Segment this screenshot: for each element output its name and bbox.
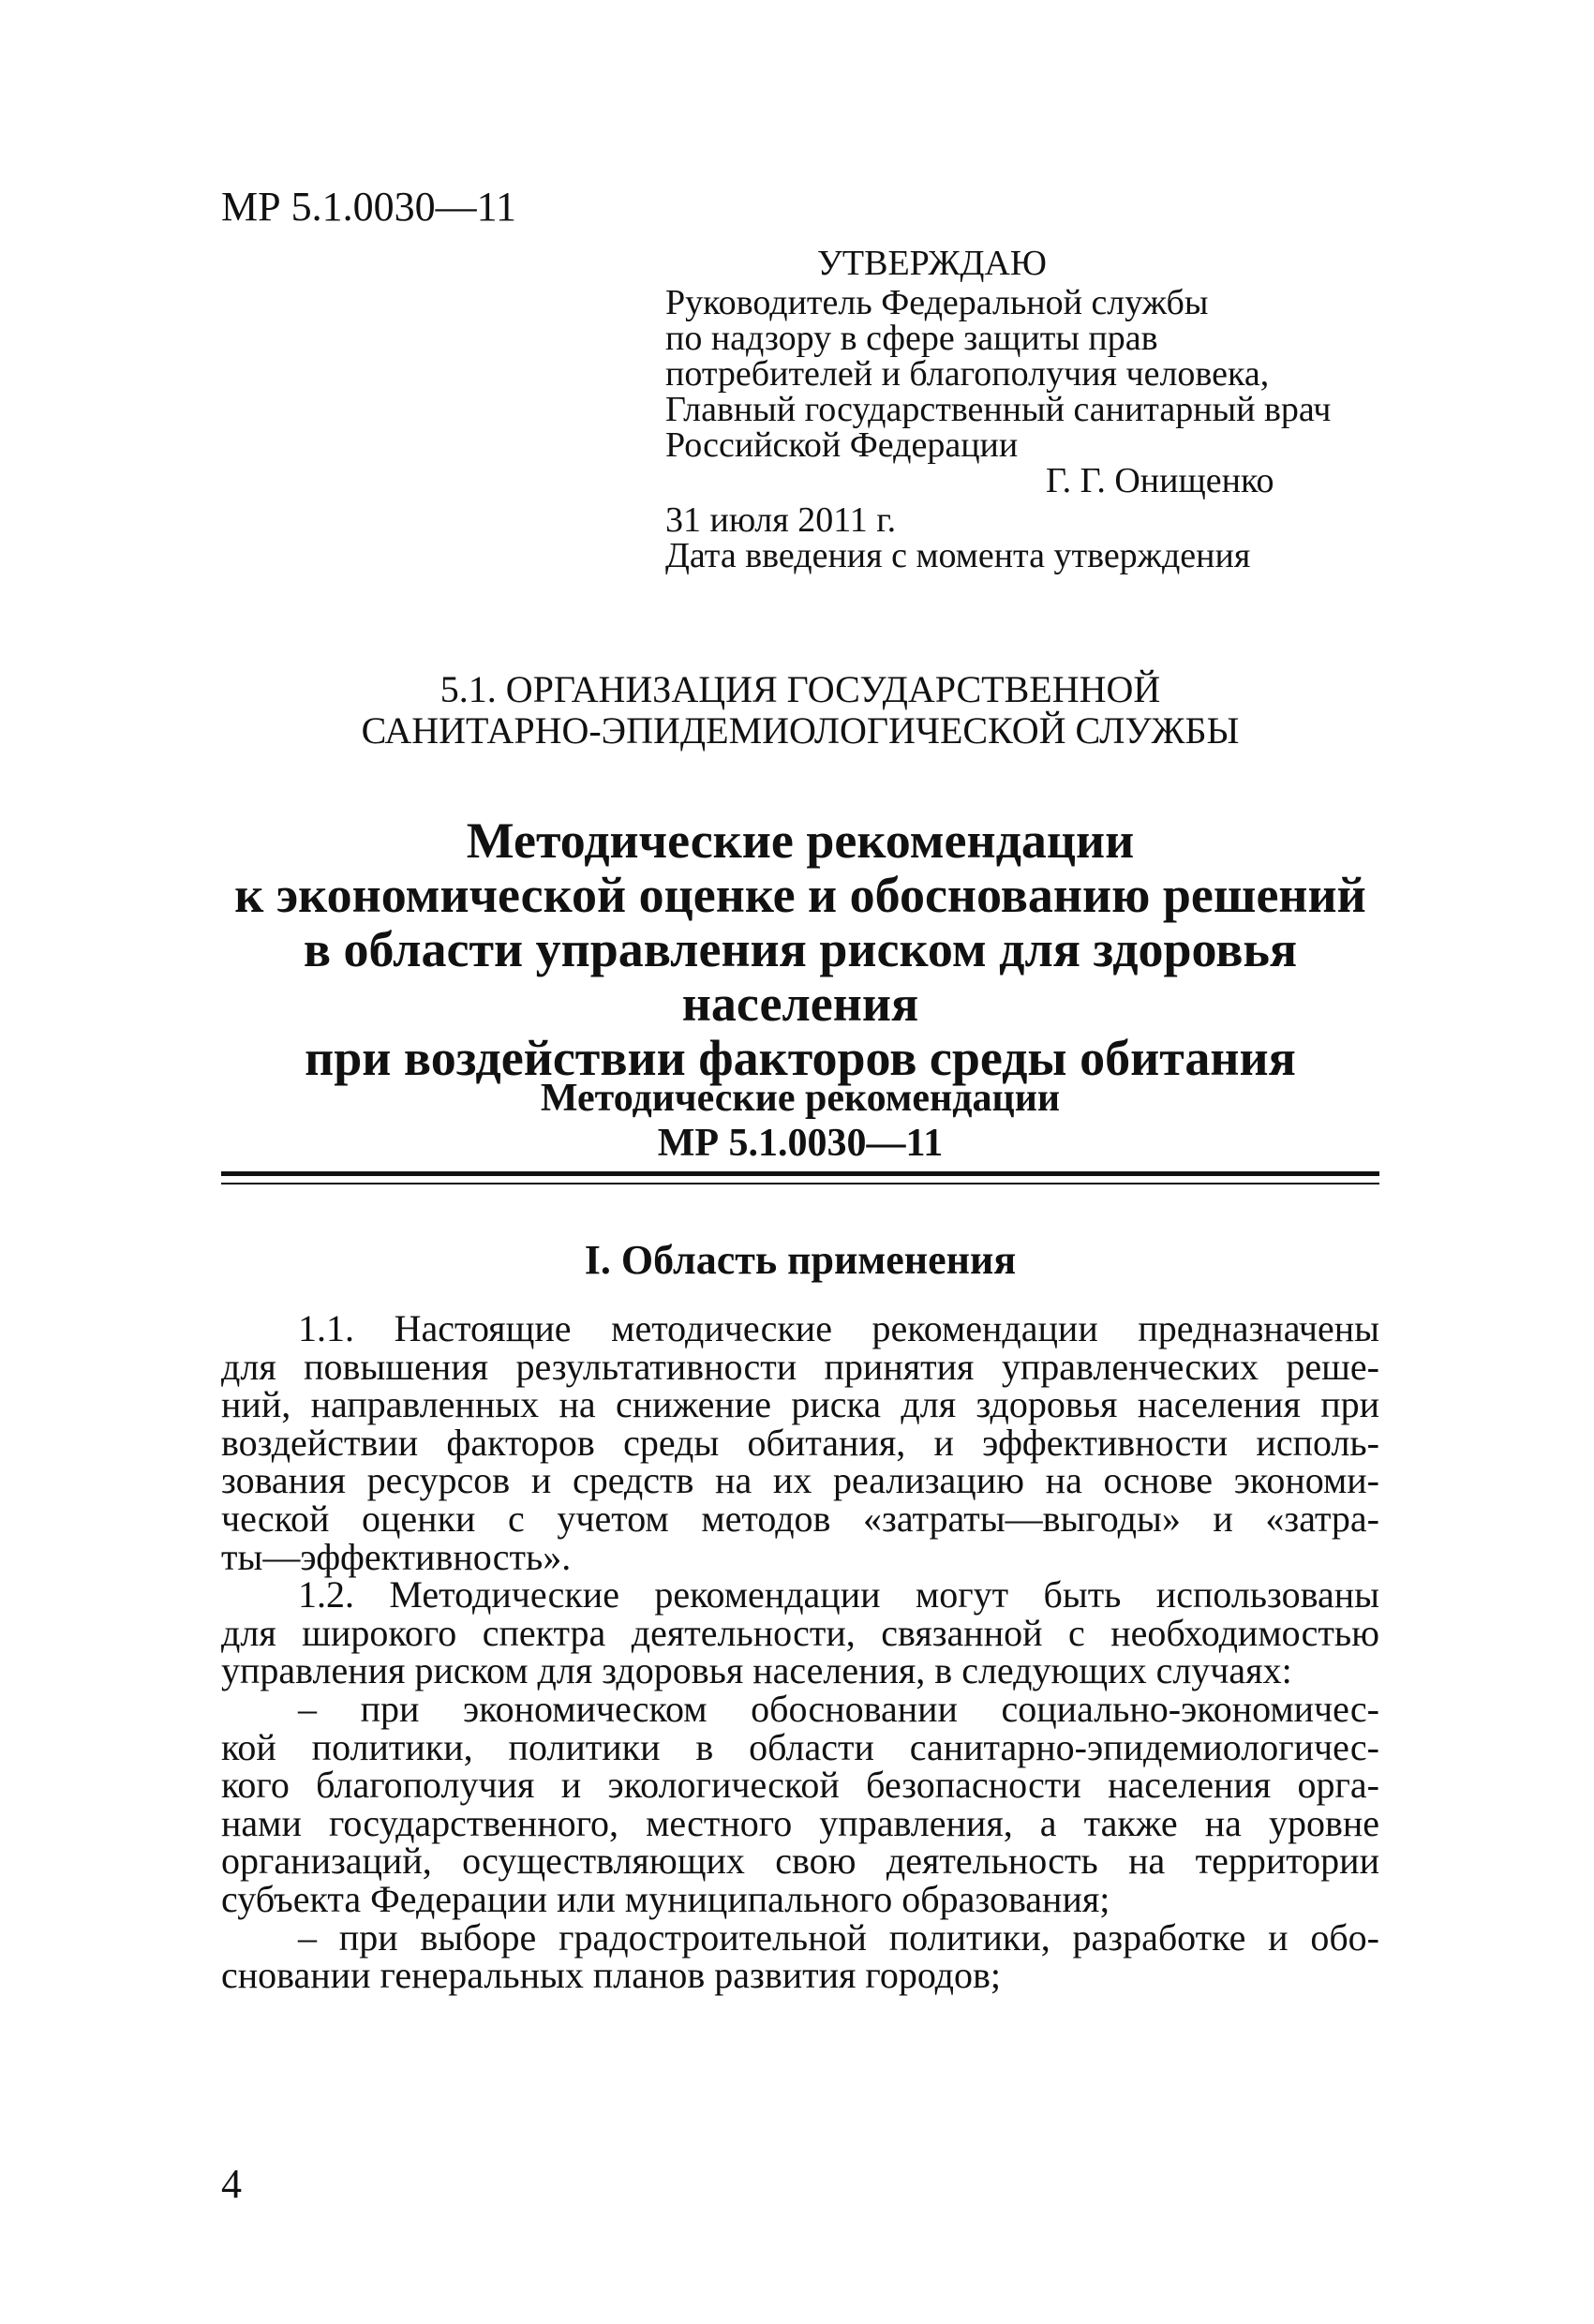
- body-line: нами государственного, местного управления, а также на уровне: [221, 1801, 1379, 1844]
- body-line: кой политики, политики в области санитарно-эпидемиологичес-: [221, 1725, 1379, 1768]
- body-line: 1.2. Методические рекомендации могут быть использованы: [298, 1573, 1379, 1616]
- document-title: [221, 813, 1379, 1085]
- body-line: ты—эффективность».: [221, 1535, 572, 1578]
- body-line: 1.1. Настоящие методические рекомендации предназначены: [298, 1307, 1379, 1349]
- page-number: 4: [221, 2161, 242, 2207]
- divider-thin: [221, 1183, 1379, 1184]
- section-heading: [221, 669, 1379, 752]
- section-heading-line: САНИТАРНО-ЭПИДЕМИОЛОГИЧЕСКОЙ СЛУЖБЫ: [361, 709, 1240, 752]
- approval-line: по надзору в сфере защиты прав: [665, 319, 1158, 358]
- body-line: воздействии факторов среды обитания, и эффективности исполь-: [221, 1421, 1379, 1464]
- chapter-title: I. Область применения: [584, 1237, 1017, 1283]
- document-subtitle: [221, 1076, 1379, 1166]
- divider-thick: [221, 1171, 1379, 1176]
- title-line: в области управления риском для здоровья населения: [303, 921, 1298, 1032]
- title-line: к экономической оценке и обоснованию решений: [234, 867, 1366, 923]
- subtitle-code: МР 5.1.0030—11: [657, 1122, 944, 1165]
- section-heading-line: 5.1. ОРГАНИЗАЦИЯ ГОСУДАРСТВЕННОЙ: [439, 668, 1161, 710]
- body-text: [221, 1307, 1379, 1997]
- approval-line: Российской Федерации: [665, 425, 1019, 465]
- subtitle-line: Методические рекомендации: [540, 1077, 1061, 1120]
- approval-block: [665, 246, 1378, 574]
- body-line: субъекта Федерации или муниципального образования;: [221, 1877, 1110, 1920]
- body-line: ческой оценки с учетом методов «затраты—выгоды» и «затра-: [221, 1497, 1379, 1540]
- body-line: – при выборе градостроительной политики, разработке и обо-: [298, 1915, 1379, 1959]
- body-line: для повышения результативности принятия управленческих реше-: [221, 1345, 1379, 1388]
- effective-date-note: Дата введения с момента утверждения: [665, 536, 1251, 575]
- body-line: кого благополучия и экологической безопасности населения орга-: [221, 1764, 1379, 1807]
- title-line: при воздействии факторов среды обитания: [305, 1030, 1296, 1086]
- approval-heading: УТВЕРЖДАЮ: [817, 244, 1047, 283]
- approval-line: Главный государственный санитарный врач: [665, 390, 1332, 429]
- body-line: – при экономическом обосновании социально-экономичес-: [298, 1687, 1379, 1730]
- body-line: сновании генеральных планов развития городов;: [221, 1954, 1002, 1997]
- title-line: Методические рекомендации: [466, 812, 1135, 869]
- approval-line: потребителей и благополучия человека,: [665, 354, 1270, 394]
- body-line: зования ресурсов и средств на их реализацию на основе экономи-: [221, 1459, 1379, 1502]
- body-line: ний, направленных на снижение риска для здоровья населения при: [221, 1383, 1379, 1426]
- body-line: организаций, осуществляющих свою деятельность на территории: [221, 1840, 1379, 1883]
- approval-date: 31 июля 2011 г.: [665, 500, 897, 540]
- body-line: управления риском для здоровья населения, в следующих случаях:: [221, 1649, 1292, 1692]
- body-line: для широкого спектра деятельности, связанной с необходимостью: [221, 1611, 1379, 1654]
- signatory-name: Г. Г. Онищенко: [1046, 461, 1274, 500]
- document-code: МР 5.1.0030—11: [221, 184, 516, 230]
- approval-line: Руководитель Федеральной службы: [665, 283, 1209, 322]
